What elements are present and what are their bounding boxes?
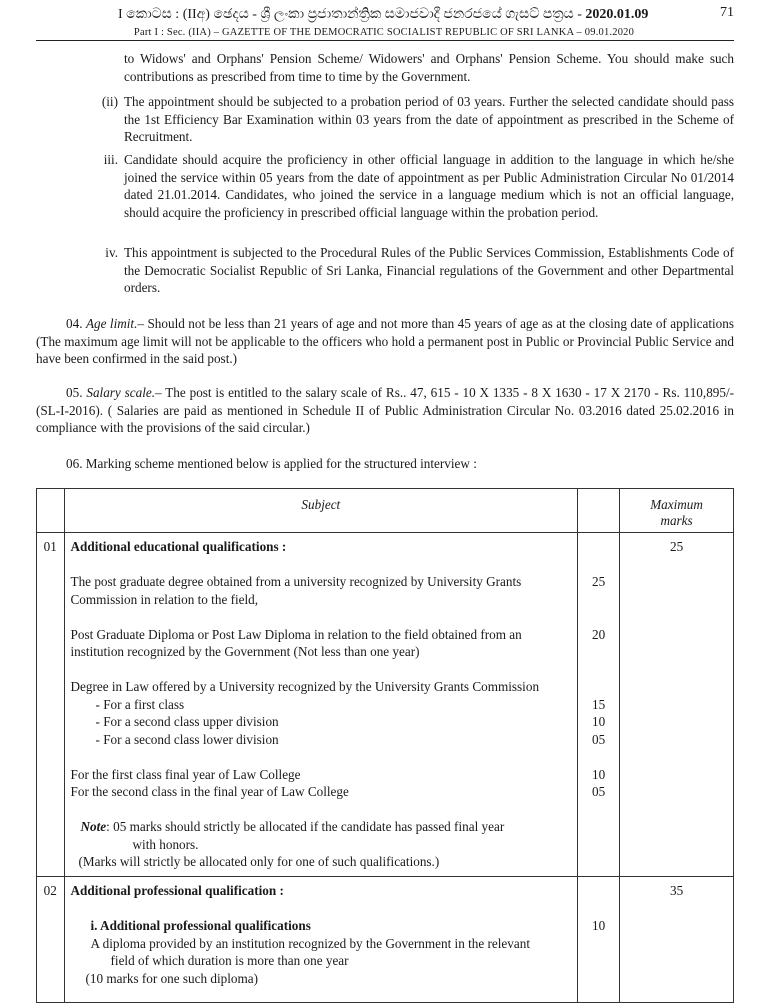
pension-continuation: to Widows' and Orphans' Pension Scheme/ Widowers' and Orphans' Pension Scheme. You should make such contributions as prescribed from time to time by the Government.	[124, 51, 734, 84]
subject-header: Subject	[64, 489, 578, 533]
row-title: Additional educational qualifications :	[70, 539, 287, 554]
salary-scale-heading: Salary scale.–	[86, 385, 162, 400]
header-date: 2020.01.09	[585, 7, 649, 22]
max-marks-header: Maximum marks	[620, 489, 734, 533]
item-language: Candidate should acquire the proficiency in other official language in addition to the language in which he/she joined the service within 05 years from the date of appointment as per Public Administration Circular No 01/2014 dated 21.01.2014. Candidates, who joined the service in a language medium which is not an official language, should acquire the proficiency in prescribed official language within the probation period.	[124, 152, 734, 220]
item-number: (ii)	[101, 94, 118, 109]
page-number: 71	[720, 5, 734, 20]
header-subtitle: Part I : Sec. (IIA) – GAZETTE OF THE DEMOCRATIC SOCIALIST REPUBLIC OF SRI LANKA – 09.01.2020	[133, 27, 635, 38]
marking-scheme-table	[36, 488, 734, 1003]
gazette-header	[0, 4, 768, 24]
item-number: iii.	[103, 152, 118, 167]
table-row	[37, 533, 734, 877]
item-probation: The appointment should be subjected to a probation period of 03 years. Further the selected candidate should pass the 1st Efficiency Bar Examination within 03 years from the date of appointment as prescribed in the Scheme of Recruitment.	[124, 94, 734, 144]
table-header-row	[37, 489, 734, 533]
sub-marks-cell: 25 20 15 10 05 10 05	[578, 533, 620, 877]
subject-cell: Additional educational qualifications : The post graduate degree obtained from a university recognized by University Grants Commission in relation to the field, Post Graduate Diploma or Post Law Diploma in relation to the field obtained from an institution recognized by the Government (Not less than one year) Degree in Law offered by a University recognized by the University Grants Commission - For a first class - For a second class upper division - For a second class lower division For the first class final year of Law College For the second class in the final year of Law College Note: 05 marks should strictly be allocated if the candidate has passed final year with honors. (Marks will strictly be allocated only for one of such qualifications.)	[64, 533, 578, 877]
age-limit-section: 04. Age limit.– Should not be less than 21 years of age and not more than 45 years of age as at the closing date of applications (The maximum age limit will not be applicable to the officers who hold a permanent post in Public or Provincial Public Service and have been confirmed in the said post.)	[36, 316, 735, 366]
age-limit-heading: Age limit.–	[85, 316, 144, 331]
item-number: iv.	[105, 245, 118, 260]
salary-scale-section: 05. Salary scale.– The post is entitled to the salary scale of Rs.. 47, 615 - 10 X 1335 - 8 X 1630 - 17 X 2170 - Rs. 110,895/- (SL-I-2016). ( Salaries are paid as mentioned in Schedule II of Public Administration Circular No. 03.2016 dated 25.02.2016 in compliance with the provisions of the said circular.)	[36, 385, 735, 435]
table-row	[37, 877, 734, 1003]
row-title: Additional professional qualification :	[70, 883, 284, 898]
note-line: Note: 05 marks should strictly be allocated if the candidate has passed final year	[80, 819, 505, 834]
header-rule	[36, 40, 734, 41]
marking-scheme-intro: 06. Marking scheme mentioned below is applied for the structured interview :	[66, 456, 477, 471]
note-label: Note	[80, 819, 107, 834]
item-rules: This appointment is subjected to the Procedural Rules of the Public Services Commission, Establishments Code of the Democratic Socialist Republic of Sri Lanka, Financial regulations of the Government and other Departmental orders.	[124, 245, 734, 295]
row-number: 01	[37, 533, 65, 877]
max-marks-cell: 25	[620, 533, 734, 877]
max-marks-cell: 35	[620, 877, 734, 1003]
subject-cell: Additional professional qualification : i. Additional professional qualifications A diploma provided by an institution recognized by the Government in the relevant field of which duration is more than one year (10 marks for one such diploma)	[64, 877, 578, 1003]
sub-marks-cell: 10	[578, 877, 620, 1003]
row-number: 02	[37, 877, 65, 1003]
header-title: I කොටස : (IIඅ) ඡෙදය - ශ්‍රී ලංකා ප්‍රජාතාන්ත්‍රික සමාජවාදී ජනරජයේ ගැසට් පත්‍රය - 2020.01.09	[118, 7, 649, 22]
